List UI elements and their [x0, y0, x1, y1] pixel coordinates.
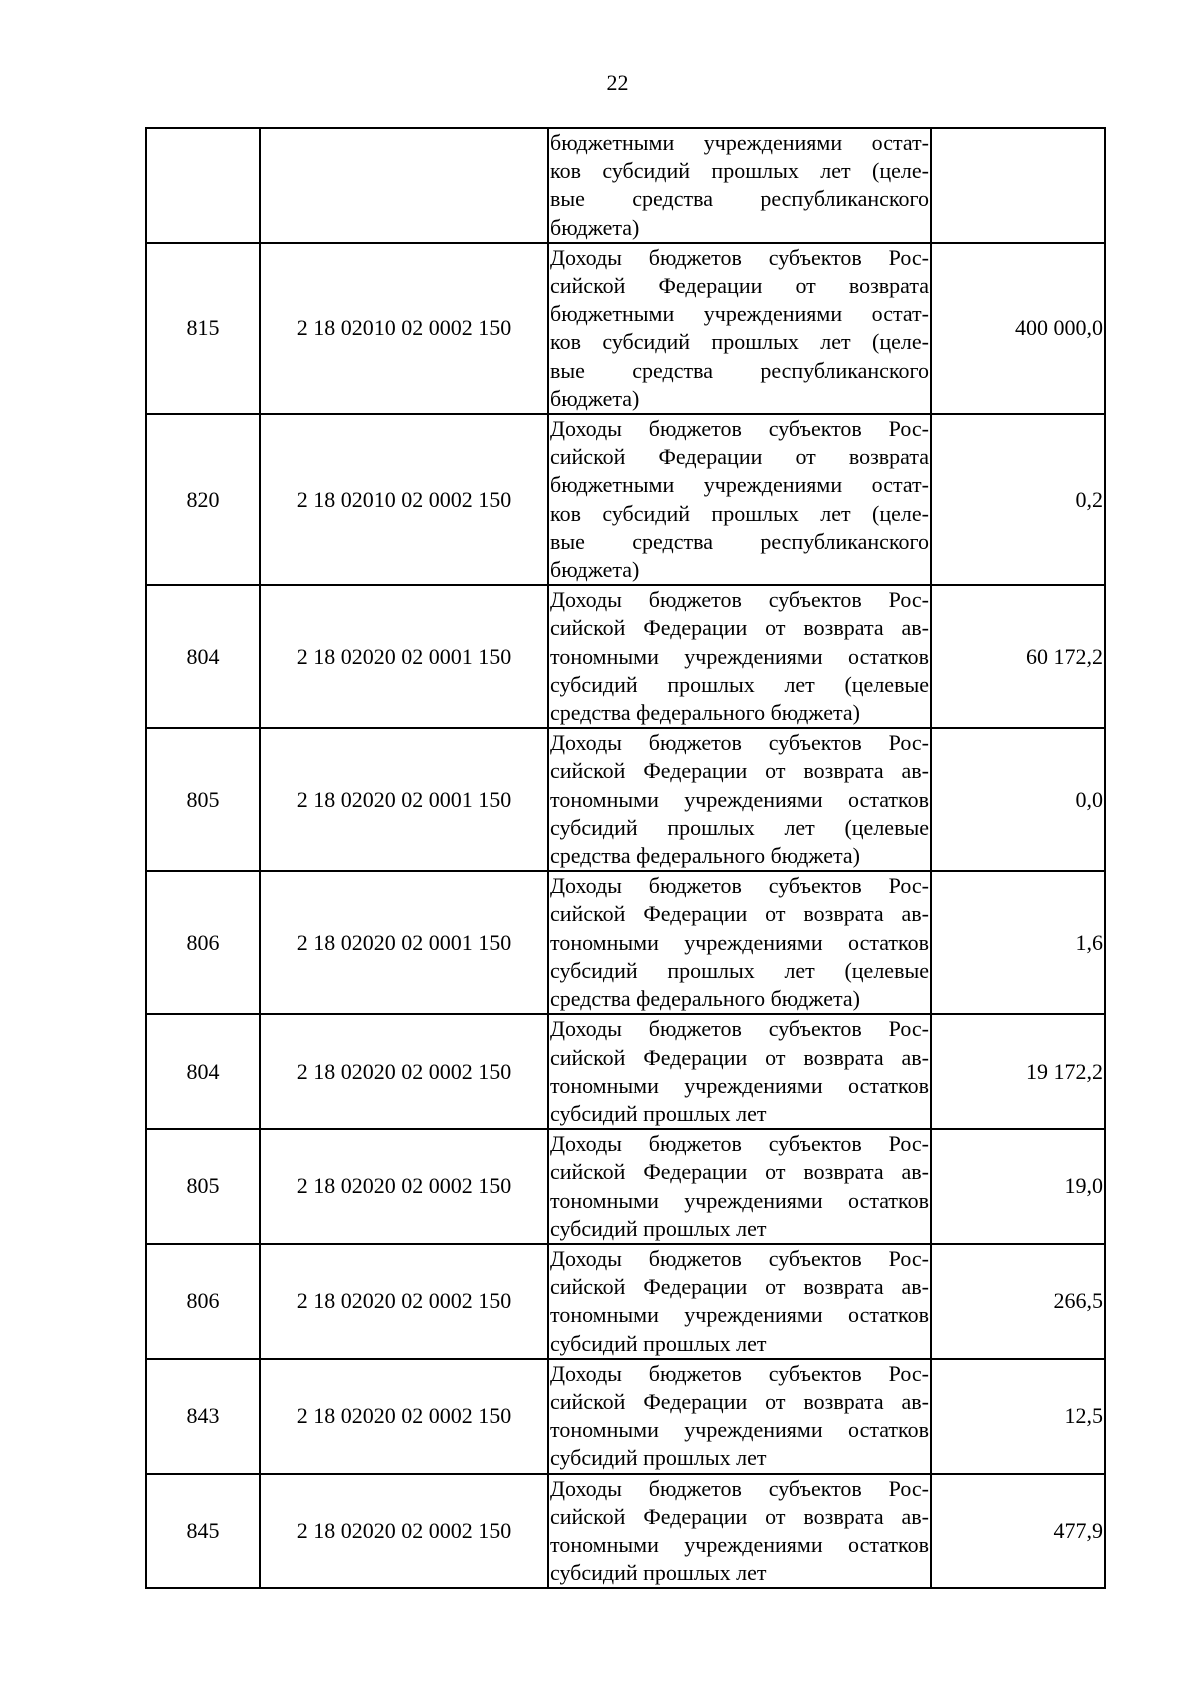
table-row [146, 1129, 1105, 1244]
revenue-name-line: бюджетными учреждениями остат- [550, 130, 929, 155]
revenue-name-line: тономными учреждениями остатков [550, 643, 929, 669]
revenue-name-cell [548, 585, 931, 728]
budget-code-cell: 2 18 02020 02 0001 150 [260, 728, 548, 871]
revenue-name-line: ков субсидий прошлых лет (целе- [550, 158, 929, 184]
revenue-name-line: ков субсидий прошлых лет (целе- [550, 329, 929, 355]
revenue-name-line: тономными учреждениями остатков [550, 1072, 929, 1098]
revenue-name-line: тономными учреждениями остатков [550, 786, 929, 812]
revenue-name-line: сийской Федерации от возврата ав- [550, 901, 929, 927]
amount-cell: 266,5 [931, 1244, 1105, 1359]
page-number: 22 [606, 70, 629, 95]
amount-cell: 60 172,2 [931, 585, 1105, 728]
amount-cell: 19 172,2 [931, 1014, 1105, 1129]
revenue-name-line: сийской Федерации от возврата [550, 273, 929, 299]
revenue-name-cell [548, 871, 931, 1014]
table-row [146, 1244, 1105, 1359]
revenue-name-cell [548, 1244, 931, 1359]
admin-code-cell: 843 [146, 1359, 260, 1474]
revenue-name-line: бюджета) [550, 385, 640, 411]
budget-code-cell: 2 18 02010 02 0002 150 [260, 243, 548, 414]
table-row [146, 414, 1105, 585]
admin-code-cell: 815 [146, 243, 260, 414]
revenue-name-line: тономными учреждениями остатков [550, 1187, 929, 1213]
revenue-name-line: сийской Федерации от возврата ав- [550, 1388, 929, 1414]
revenue-name-line: субсидий прошлых лет [550, 1330, 767, 1356]
revenue-name-line: Доходы бюджетов субъектов Рос- [550, 416, 929, 442]
revenue-name-line: субсидий прошлых лет (целевые [550, 814, 929, 840]
revenue-name-line: Доходы бюджетов субъектов Рос- [550, 1016, 929, 1042]
revenue-name-line: бюджета) [550, 557, 640, 583]
amount-cell: 12,5 [931, 1359, 1105, 1474]
revenue-name-line: вые средства республиканского [550, 357, 929, 383]
revenue-name-line: субсидий прошлых лет (целевые [550, 671, 929, 697]
revenue-name-cell [548, 1474, 931, 1589]
table-row [146, 243, 1105, 414]
revenue-name-line: субсидий прошлых лет [550, 1445, 767, 1471]
amount-cell: 477,9 [931, 1474, 1105, 1589]
admin-code-cell: 845 [146, 1474, 260, 1589]
revenue-name-line: субсидий прошлых лет [550, 1560, 767, 1586]
revenue-name-line: тономными учреждениями остатков [550, 1531, 929, 1557]
amount-cell: 400 000,0 [931, 243, 1105, 414]
admin-code-cell: 806 [146, 1244, 260, 1359]
revenue-name-cell [548, 128, 931, 243]
revenue-name-cell [548, 728, 931, 871]
revenue-name-line: сийской Федерации от возврата ав- [550, 615, 929, 641]
table-row [146, 128, 1105, 243]
budget-code-cell: 2 18 02010 02 0002 150 [260, 414, 548, 585]
revenue-name-line: субсидий прошлых лет [550, 1215, 767, 1241]
revenue-name-cell [548, 243, 931, 414]
budget-code-cell: 2 18 02020 02 0002 150 [260, 1359, 548, 1474]
amount-cell: 1,6 [931, 871, 1105, 1014]
revenue-name-cell [548, 1129, 931, 1244]
table-row [146, 585, 1105, 728]
revenue-name-line: Доходы бюджетов субъектов Рос- [550, 1131, 929, 1157]
table-row [146, 871, 1105, 1014]
budget-code-cell: 2 18 02020 02 0002 150 [260, 1014, 548, 1129]
table-row [146, 728, 1105, 871]
budget-code-cell: 2 18 02020 02 0001 150 [260, 585, 548, 728]
revenue-name-line: тономными учреждениями остатков [550, 929, 929, 955]
revenue-name-line: сийской Федерации от возврата ав- [550, 758, 929, 784]
amount-cell: 0,0 [931, 728, 1105, 871]
revenue-name-line: Доходы бюджетов субъектов Рос- [550, 1360, 929, 1386]
revenue-name-cell [548, 1014, 931, 1129]
amount-cell: 19,0 [931, 1129, 1105, 1244]
revenue-name-line: бюджетными учреждениями остат- [550, 472, 929, 498]
admin-code-cell: 805 [146, 1129, 260, 1244]
revenue-name-line: средства федерального бюджета) [550, 843, 860, 869]
revenue-name-cell [548, 1359, 931, 1474]
revenue-name-line: Доходы бюджетов субъектов Рос- [550, 873, 929, 899]
budget-code-cell [260, 128, 548, 243]
revenue-name-line: сийской Федерации от возврата ав- [550, 1274, 929, 1300]
admin-code-cell: 820 [146, 414, 260, 585]
revenue-name-line: средства федерального бюджета) [550, 700, 860, 726]
table-row [146, 1014, 1105, 1129]
budget-code-cell: 2 18 02020 02 0001 150 [260, 871, 548, 1014]
revenue-name-line: вые средства республиканского [550, 186, 929, 212]
revenue-name-line: Доходы бюджетов субъектов Рос- [550, 1475, 929, 1501]
amount-cell [931, 128, 1105, 243]
revenue-name-line: сийской Федерации от возврата ав- [550, 1159, 929, 1185]
revenue-name-line: сийской Федерации от возврата ав- [550, 1503, 929, 1529]
admin-code-cell: 806 [146, 871, 260, 1014]
revenue-name-line: ков субсидий прошлых лет (целе- [550, 500, 929, 526]
revenue-name-line: субсидий прошлых лет (целевые [550, 957, 929, 983]
revenue-name-line: Доходы бюджетов субъектов Рос- [550, 730, 929, 756]
revenue-name-line: вые средства республиканского [550, 528, 929, 554]
revenue-name-line: бюджета) [550, 214, 640, 240]
budget-code-cell: 2 18 02020 02 0002 150 [260, 1129, 548, 1244]
revenue-name-line: Доходы бюджетов субъектов Рос- [550, 1245, 929, 1271]
admin-code-cell: 804 [146, 585, 260, 728]
table-row [146, 1474, 1105, 1589]
revenue-name-line: средства федерального бюджета) [550, 986, 860, 1012]
revenue-name-line: Доходы бюджетов субъектов Рос- [550, 244, 929, 270]
budget-code-cell: 2 18 02020 02 0002 150 [260, 1244, 548, 1359]
admin-code-cell: 805 [146, 728, 260, 871]
revenue-table [145, 127, 1106, 1589]
revenue-name-line: субсидий прошлых лет [550, 1100, 767, 1126]
revenue-name-line: сийской Федерации от возврата [550, 444, 929, 470]
revenue-name-line: сийской Федерации от возврата ав- [550, 1044, 929, 1070]
table-body [146, 128, 1105, 1588]
admin-code-cell [146, 128, 260, 243]
budget-code-cell: 2 18 02020 02 0002 150 [260, 1474, 548, 1589]
revenue-name-line: Доходы бюджетов субъектов Рос- [550, 587, 929, 613]
revenue-name-line: тономными учреждениями остатков [550, 1302, 929, 1328]
revenue-name-cell [548, 414, 931, 585]
revenue-name-line: тономными учреждениями остатков [550, 1417, 929, 1443]
table-row [146, 1359, 1105, 1474]
amount-cell: 0,2 [931, 414, 1105, 585]
revenue-name-line: бюджетными учреждениями остат- [550, 301, 929, 327]
admin-code-cell: 804 [146, 1014, 260, 1129]
